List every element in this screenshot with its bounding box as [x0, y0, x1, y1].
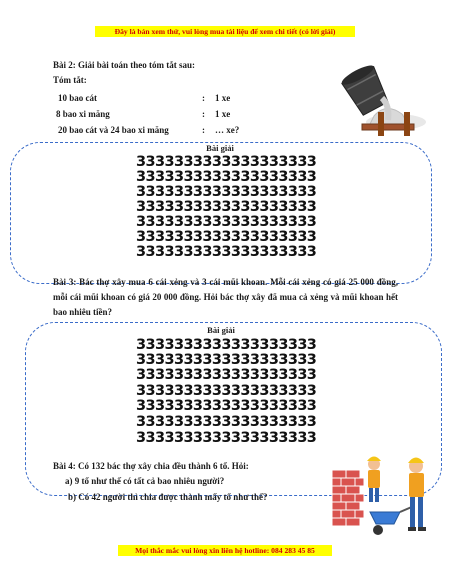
- construction-workers-icon: [330, 450, 442, 545]
- summary-row-item: 10 bao cát: [58, 93, 97, 103]
- cement-bucket-icon: [338, 62, 428, 143]
- answer-line: 3333333333333333333: [136, 367, 317, 383]
- answer-line: 3333333333333333333: [136, 214, 317, 230]
- summary-label: Tóm tắt:: [53, 75, 87, 85]
- answer-line: 3333333333333333333: [136, 199, 317, 215]
- answer-line: 3333333333333333333: [136, 352, 317, 368]
- summary-row-item: 8 bao xi măng: [56, 109, 110, 119]
- summary-row-sep: :: [202, 93, 205, 103]
- problem4-part-b: b) Có 42 người thì chia được thành mấy tổ như thế?: [68, 492, 268, 502]
- summary-row-item: 20 bao cát và 24 bao xi măng: [58, 125, 169, 135]
- answer-line: 3333333333333333333: [136, 154, 317, 170]
- problem3-text: Bài 3: Bác thợ xây mua 6 cái xẻng và 3 cái mũi khoan. Mỗi cái xẻng có giá 25 000 đồng, mỗi cái mũi khoan có giá 20 000 đồng. Hỏi bác thợ xây đã mua cả xẻng và mũi khoan hết bao nhiêu tiền?: [53, 277, 398, 317]
- answer-line: 3333333333333333333: [136, 414, 317, 430]
- problem4-title: Bài 4: Có 132 bác thợ xây chia đều thành 6 tổ. Hỏi:: [53, 461, 249, 471]
- answer-line: 3333333333333333333: [136, 383, 317, 399]
- answer-line: 3333333333333333333: [136, 398, 317, 414]
- answer-line: 3333333333333333333: [136, 244, 317, 260]
- summary-row-value: … xe?: [215, 125, 240, 135]
- answer-line: 3333333333333333333: [136, 337, 317, 353]
- problem2-title: Bài 2: Giải bài toán theo tóm tắt sau:: [53, 60, 196, 70]
- summary-row-sep: :: [202, 109, 205, 119]
- hotline-notice-banner: Mọi thắc mắc vui lòng xin liên hệ hotline: 084 283 45 85: [118, 545, 332, 556]
- answer-line: 3333333333333333333: [136, 229, 317, 245]
- answer-line: 3333333333333333333: [136, 430, 317, 446]
- problem4-part-a: a) 9 tổ như thế có tất cả bao nhiêu người?: [65, 476, 225, 486]
- problem2-solution-label: Bài giải: [206, 143, 234, 153]
- answer-line: 3333333333333333333: [136, 169, 317, 185]
- problem3-solution-label: Bài giải: [207, 325, 235, 335]
- summary-row-sep: :: [202, 125, 205, 135]
- summary-row-value: 1 xe: [215, 109, 231, 119]
- answer-line: 3333333333333333333: [136, 184, 317, 200]
- summary-row-value: 1 xe: [215, 93, 231, 103]
- preview-notice-banner: Đây là bản xem thử, vui lòng mua tài liệu để xem chi tiết (có lời giải): [95, 26, 355, 37]
